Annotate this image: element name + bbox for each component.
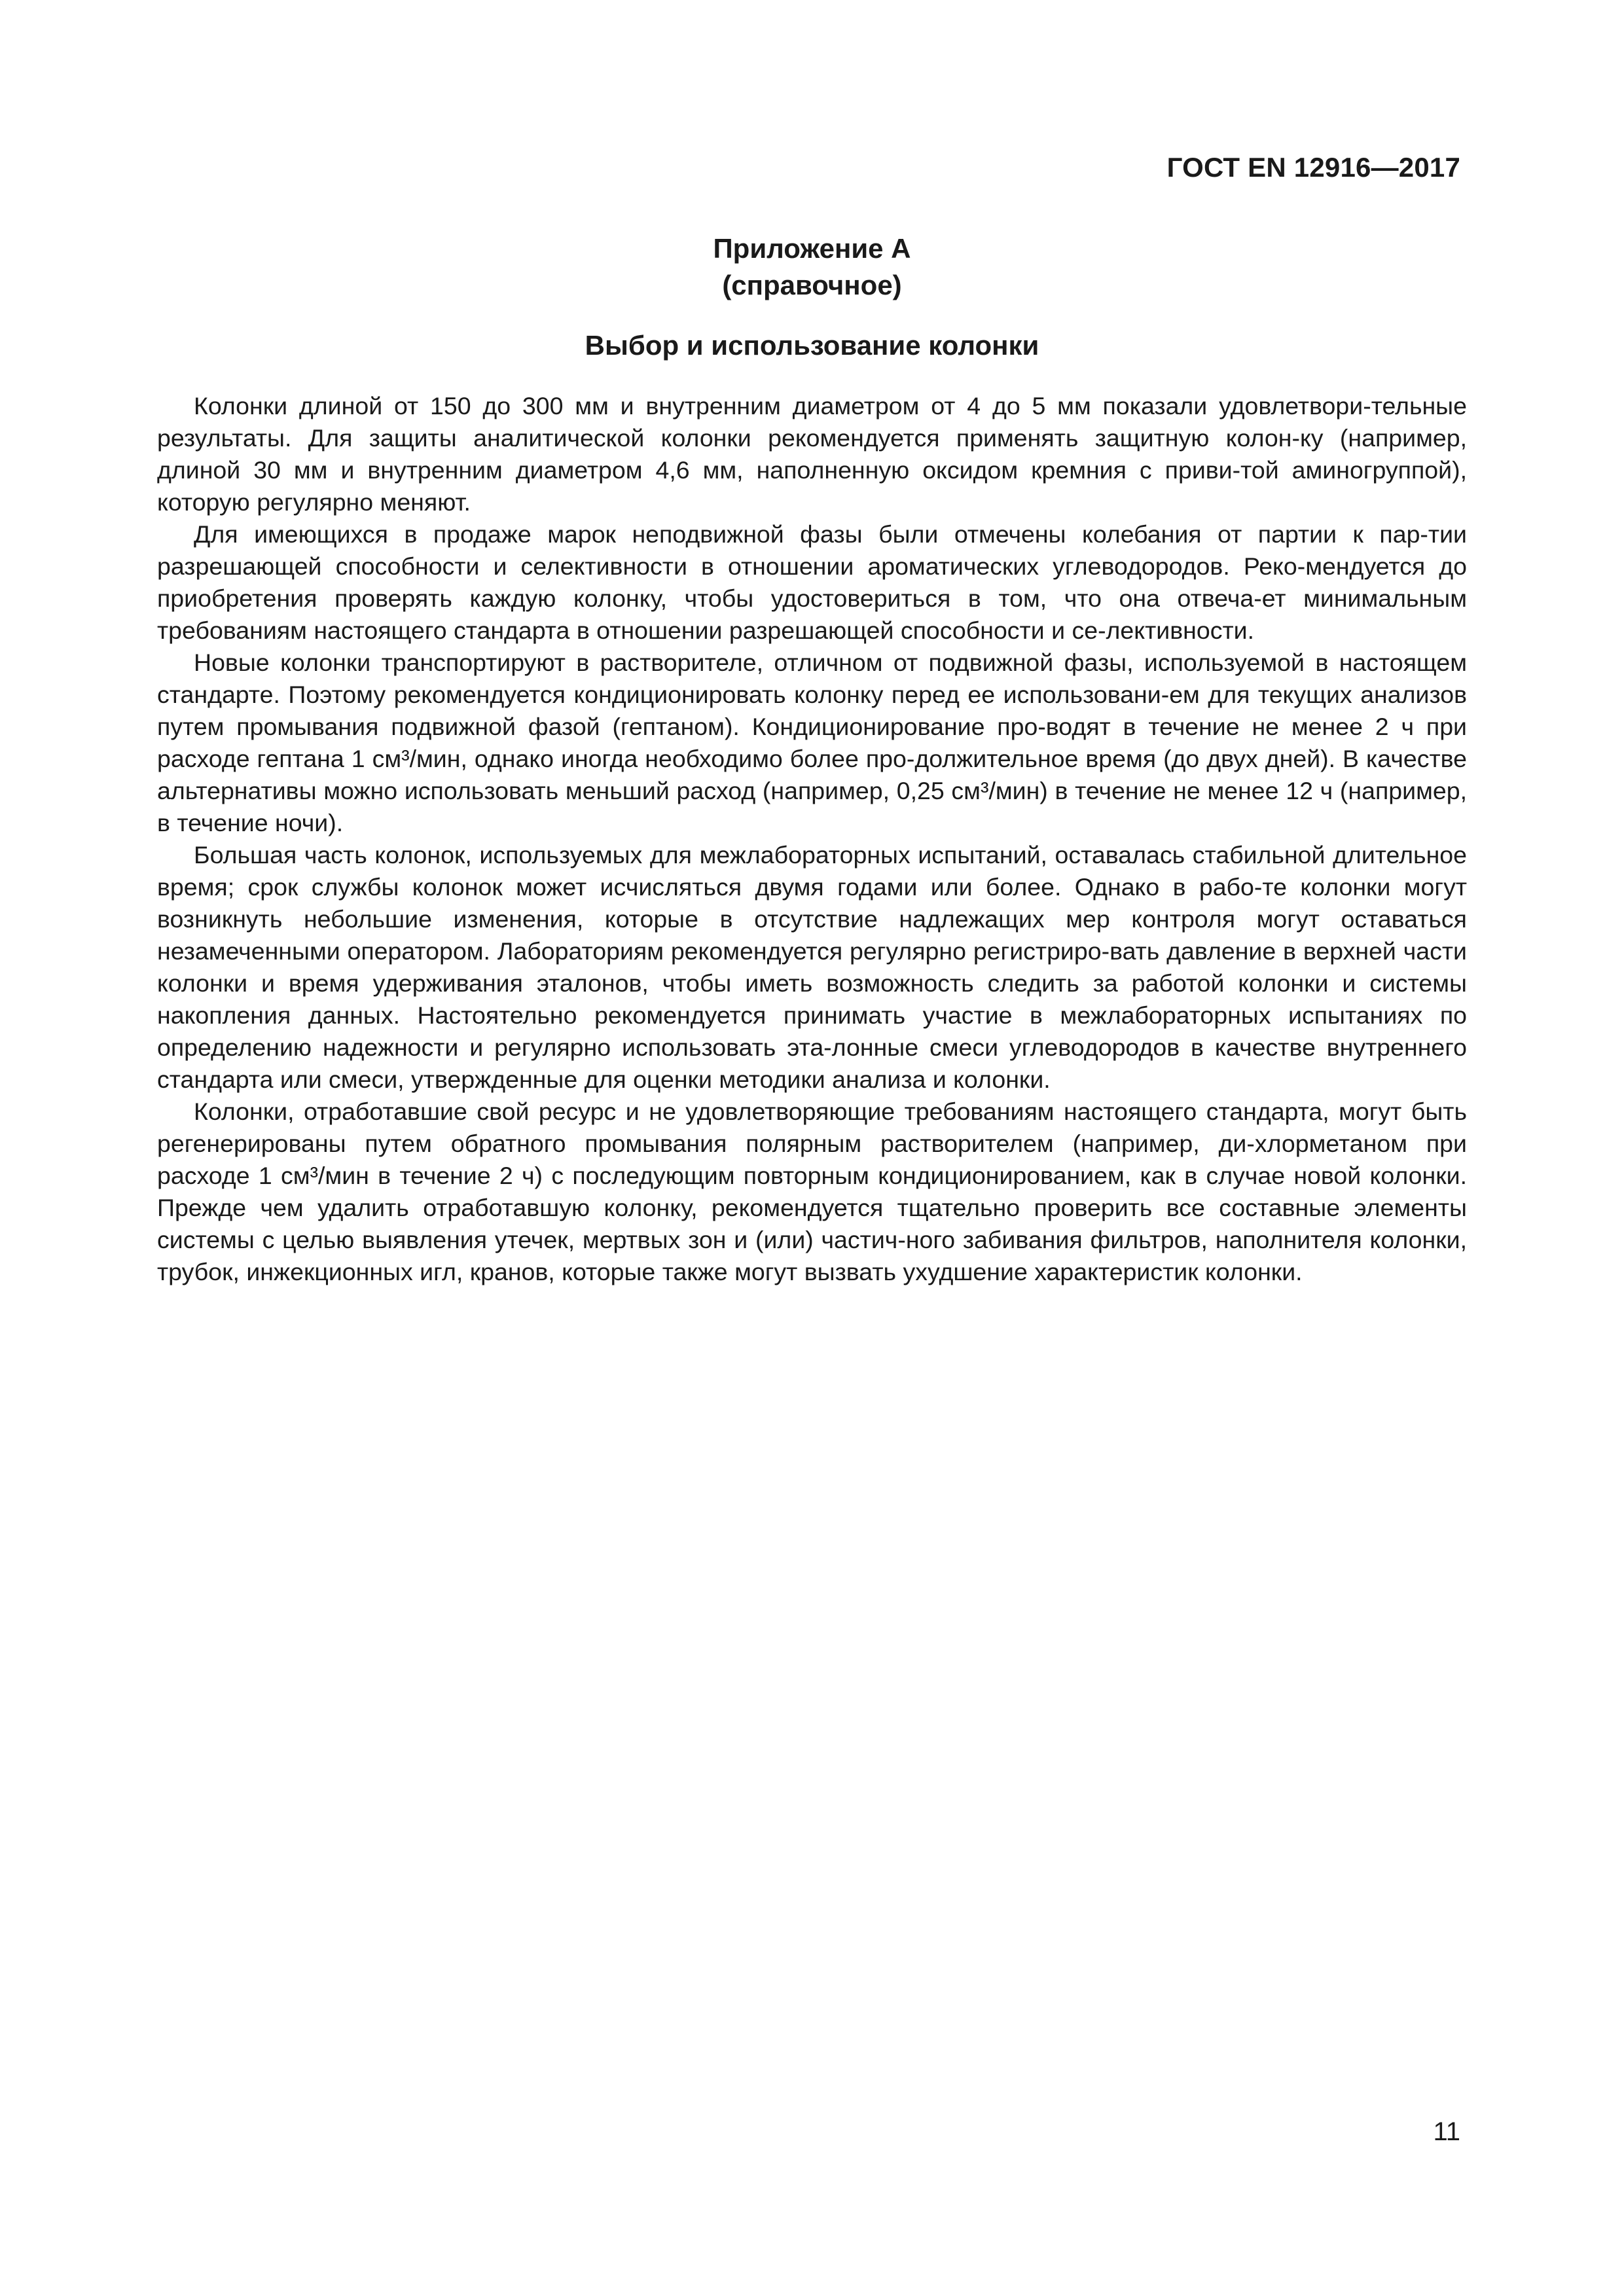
page-number: 11 — [1433, 2117, 1460, 2146]
body-text — [157, 390, 1467, 1288]
annex-title: Приложение А — [713, 233, 911, 264]
paragraph-column-stability: Большая часть колонок, используемых для межлабораторных испытаний, оставалась стабильной длительное время; срок службы колонок может исчисляться двумя годами или более. Однако в рабо-те колонки могут возникнуть небольшие изменения, которые в отсутствие надлежащих мер контроля могут оставаться незамеченными оператором. Лабораториям рекомендуется регулярно регистриро-вать давление в верхней части колонки и время удерживания эталонов, чтобы иметь возможность следить за работой колонки и системы накопления данных. Настоятельно рекомендуется принимать участие в межлабораторных испытаниях по определению надежности и регулярно использовать эта-лонные смеси углеводородов в качестве внутреннего стандарта или смеси, утвержденные для оценки методики анализа и колонки. — [157, 841, 1467, 1093]
document-code: ГОСТ EN 12916—2017 — [1166, 152, 1460, 183]
section-title: Выбор и использование колонки — [585, 330, 1039, 361]
paragraph-stationary-phase: Для имеющихся в продаже марок неподвижной фазы были отмечены колебания от партии к пар-тии разрешающей способности и селективности в отношении ароматических углеводородов. Реко-мендуется до приобретения проверять каждую колонку, чтобы удостовериться в том, что она отвеча-ет минимальным требованиям настоящего стандарта в отношении разрешающей способности и се-лективности. — [157, 520, 1467, 644]
annex-heading — [157, 230, 1467, 304]
paragraph-conditioning: Новые колонки транспортируют в растворителе, отличном от подвижной фазы, используемой в настоящем стандарте. Поэтому рекомендуется кондиционировать колонку перед ее использовани-ем для текущих анализов путем промывания подвижной фазой (гептаном). Кондиционирование про-водят в течение не менее 2 ч при расходе гептана 1 см³/мин, однако иногда необходимо более про-должительное время (до двух дней). В качестве альтернативы можно использовать меньший расход (например, 0,25 см³/мин) в течение не менее 12 ч (например, в течение ночи). — [157, 649, 1467, 836]
paragraph-column-dimensions: Колонки длиной от 150 до 300 мм и внутренним диаметром от 4 до 5 мм показали удовлетвори-тельные результаты. Для защиты аналитической колонки рекомендуется применять защитную колон-ку (например, длиной 30 мм и внутренним диаметром 4,6 мм, наполненную оксидом кремния с приви-той аминогруппой), которую регулярно меняют. — [157, 392, 1467, 516]
annex-status: (справочное) — [722, 270, 902, 300]
paragraph-regeneration: Колонки, отработавшие свой ресурс и не удовлетворяющие требованиям настоящего стандарта, могут быть регенерированы путем обратного промывания полярным растворителем (например, ди-хлорметаном при расходе 1 см³/мин в течение 2 ч) с последующим повторным кондиционированием, как в случае новой колонки. Прежде чем удалить отработавшую колонку, рекомендуется тщательно проверить все составные элементы системы с целью выявления утечек, мертвых зон и (или) частич-ного забивания фильтров, наполнителя колонки, трубок, инжекционных игл, кранов, которые также могут вызвать ухудшение характеристик колонки. — [157, 1098, 1467, 1285]
